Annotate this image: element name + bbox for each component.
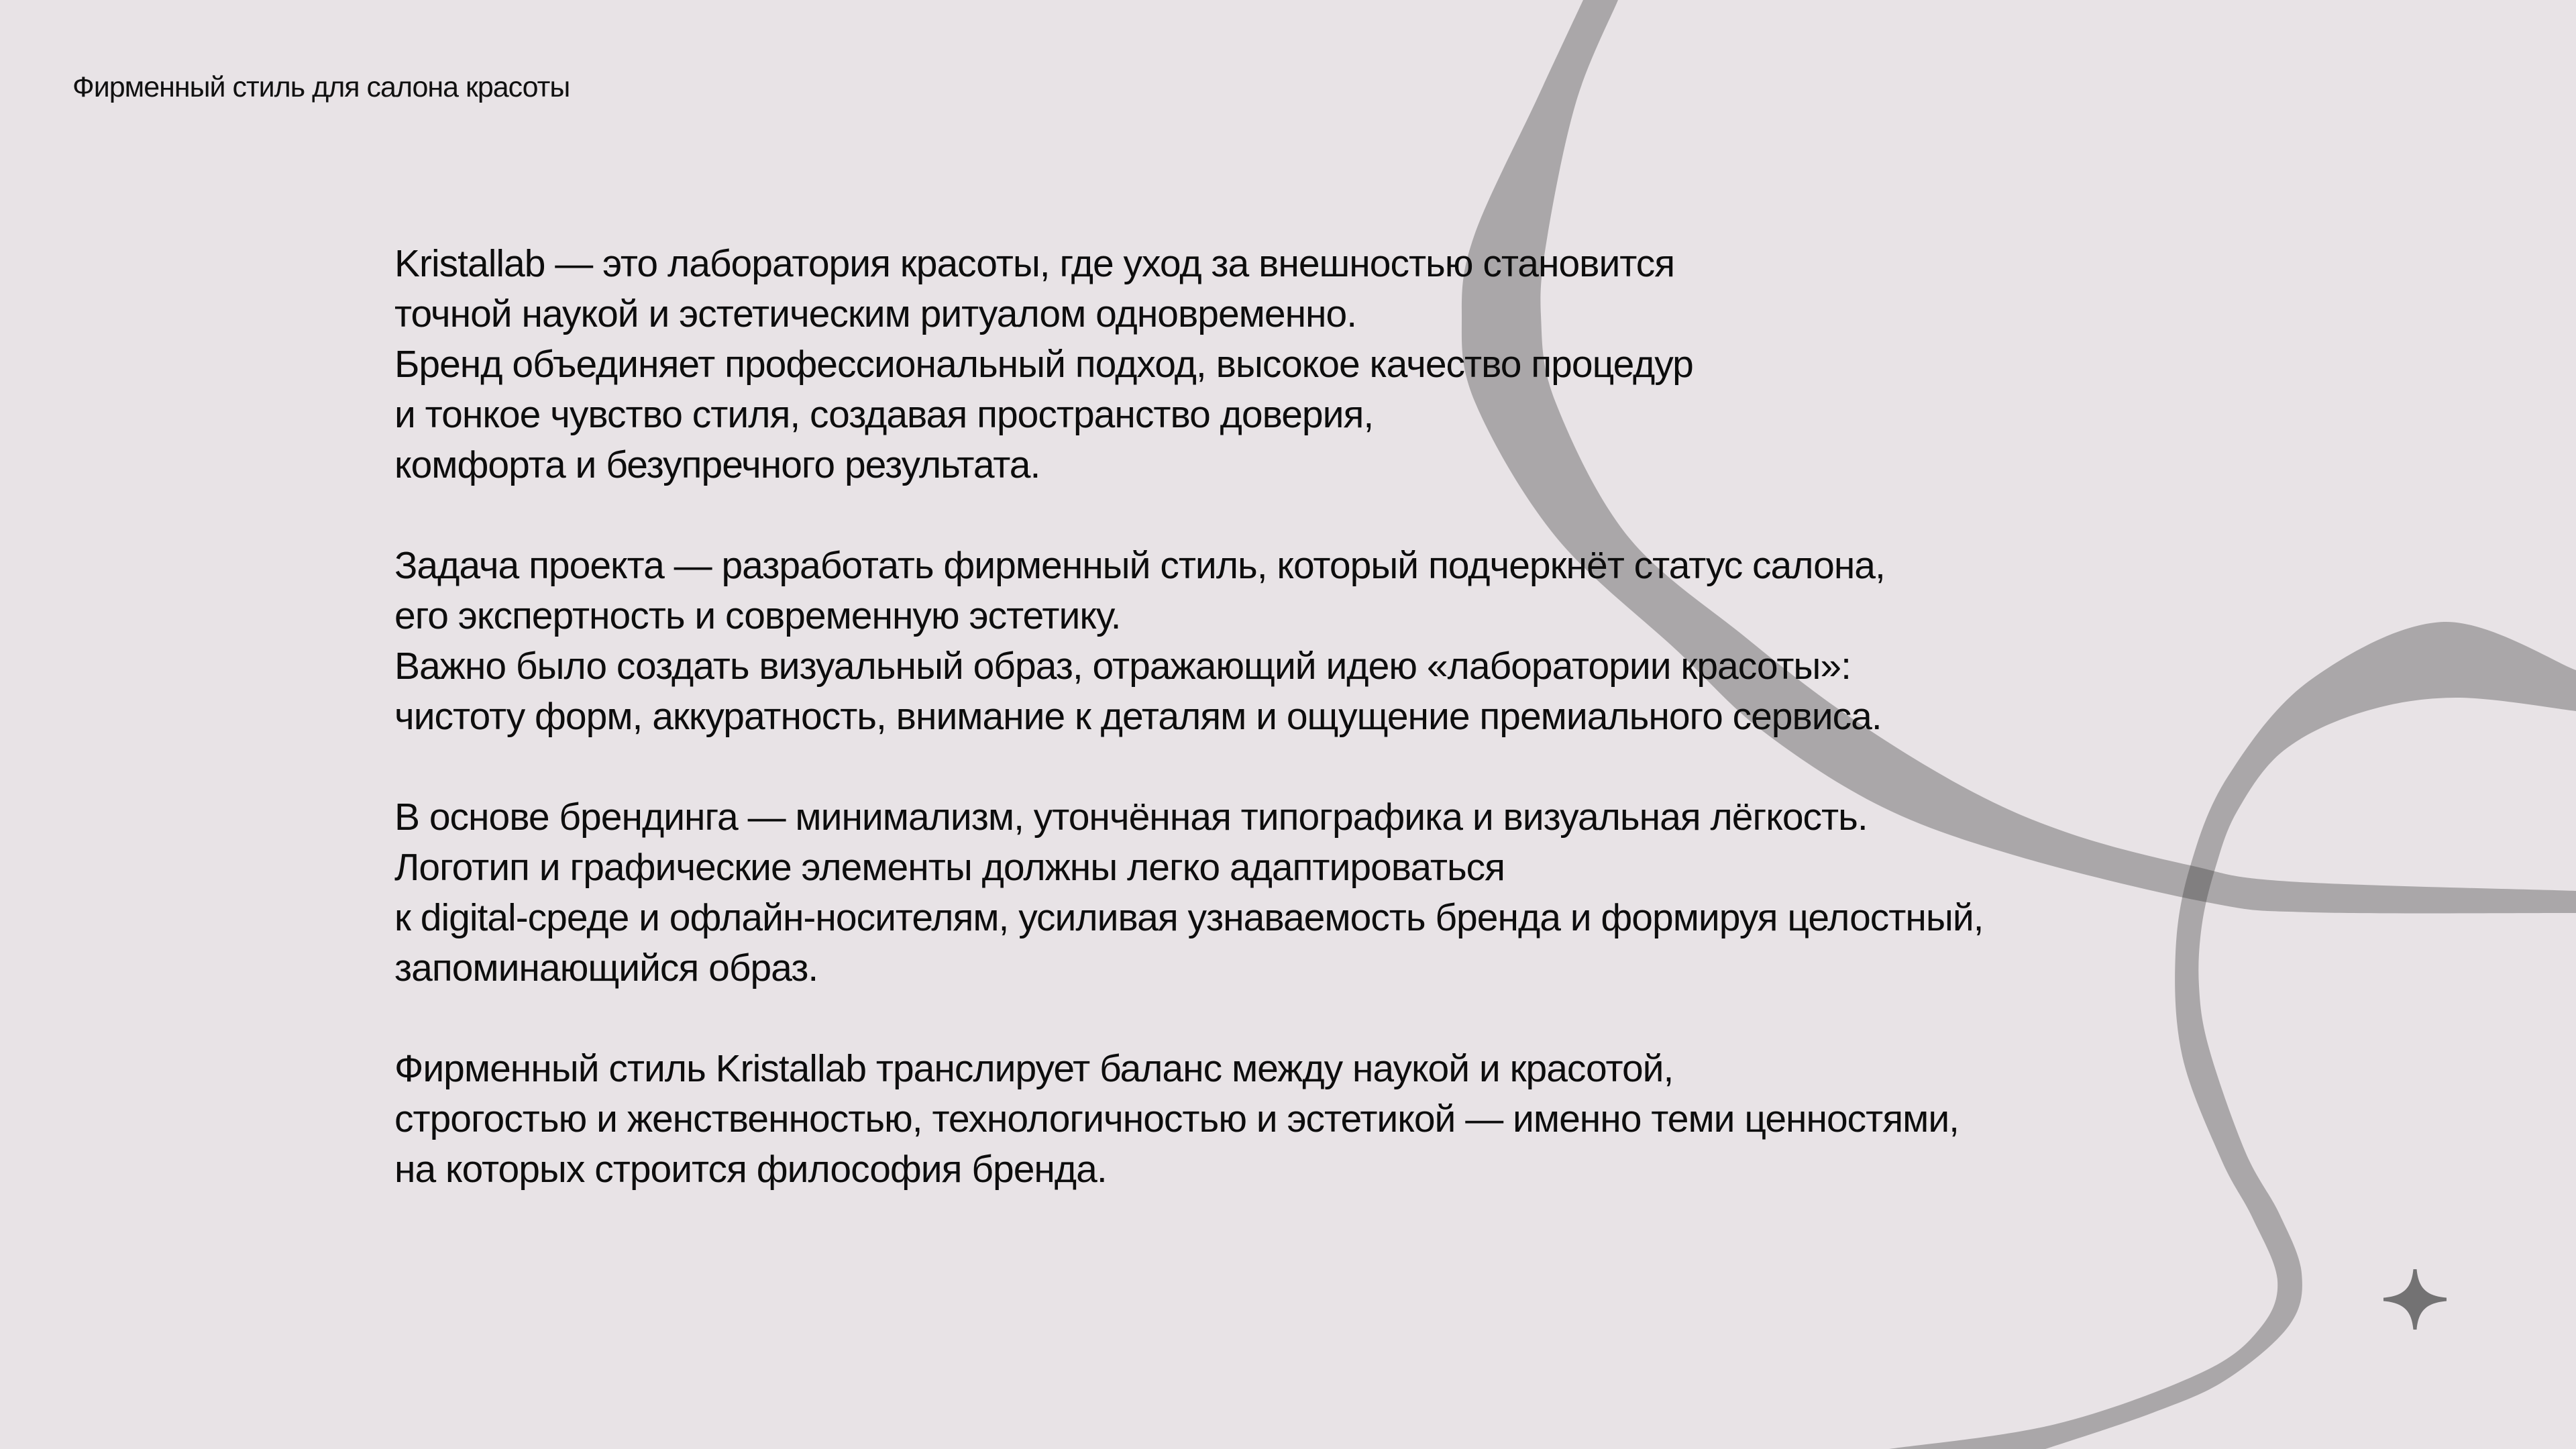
description-text [394, 239, 1984, 1245]
text-line: Фирменный стиль Kristallab транслирует баланс между наукой и красотой, [394, 1047, 1674, 1090]
paragraph-approach [394, 792, 1984, 994]
text-line: Kristallab — это лаборатория красоты, где уход за внешностью становится [394, 242, 1675, 285]
text-line: Важно было создать визуальный образ, отражающий идею «лаборатории красоты»: [394, 645, 1851, 688]
text-line: В основе брендинга — минимализм, утончённая типографика и визуальная лёгкость. [394, 796, 1868, 839]
text-line: на которых строится философия бренда. [394, 1148, 1107, 1191]
text-line: Бренд объединяет профессиональный подход, высокое качество процедур [394, 343, 1693, 386]
text-line: его экспертность и современную эстетику. [394, 594, 1121, 637]
sparkle-star-icon [2383, 1269, 2447, 1330]
text-line: точной наукой и эстетическим ритуалом одновременно. [394, 292, 1357, 335]
ribbon-curve-lower [1889, 622, 2576, 1449]
text-line: комфорта и безупречного результата. [394, 443, 1040, 486]
text-line: запоминающийся образ. [394, 947, 818, 989]
text-line: Задача проекта — разработать фирменный стиль, который подчеркнёт статус салона, [394, 544, 1885, 587]
paragraph-summary [394, 1044, 1984, 1195]
paragraph-task [394, 541, 1984, 742]
text-line: и тонкое чувство стиля, создавая пространство доверия, [394, 393, 1374, 436]
text-line: чистоту форм, аккуратность, внимание к деталям и ощущение премиального сервиса. [394, 695, 1882, 738]
text-line: к digital-среде и офлайн-носителям, усиливая узнаваемость бренда и формируя целостный, [394, 896, 1984, 939]
page-title: Фирменный стиль для салона красоты [72, 71, 570, 103]
text-line: строгостью и женственностью, технологичностью и эстетикой — именно теми ценностями, [394, 1097, 1960, 1140]
text-line: Логотип и графические элементы должны легко адаптироваться [394, 846, 1505, 889]
paragraph-intro [394, 239, 1984, 490]
